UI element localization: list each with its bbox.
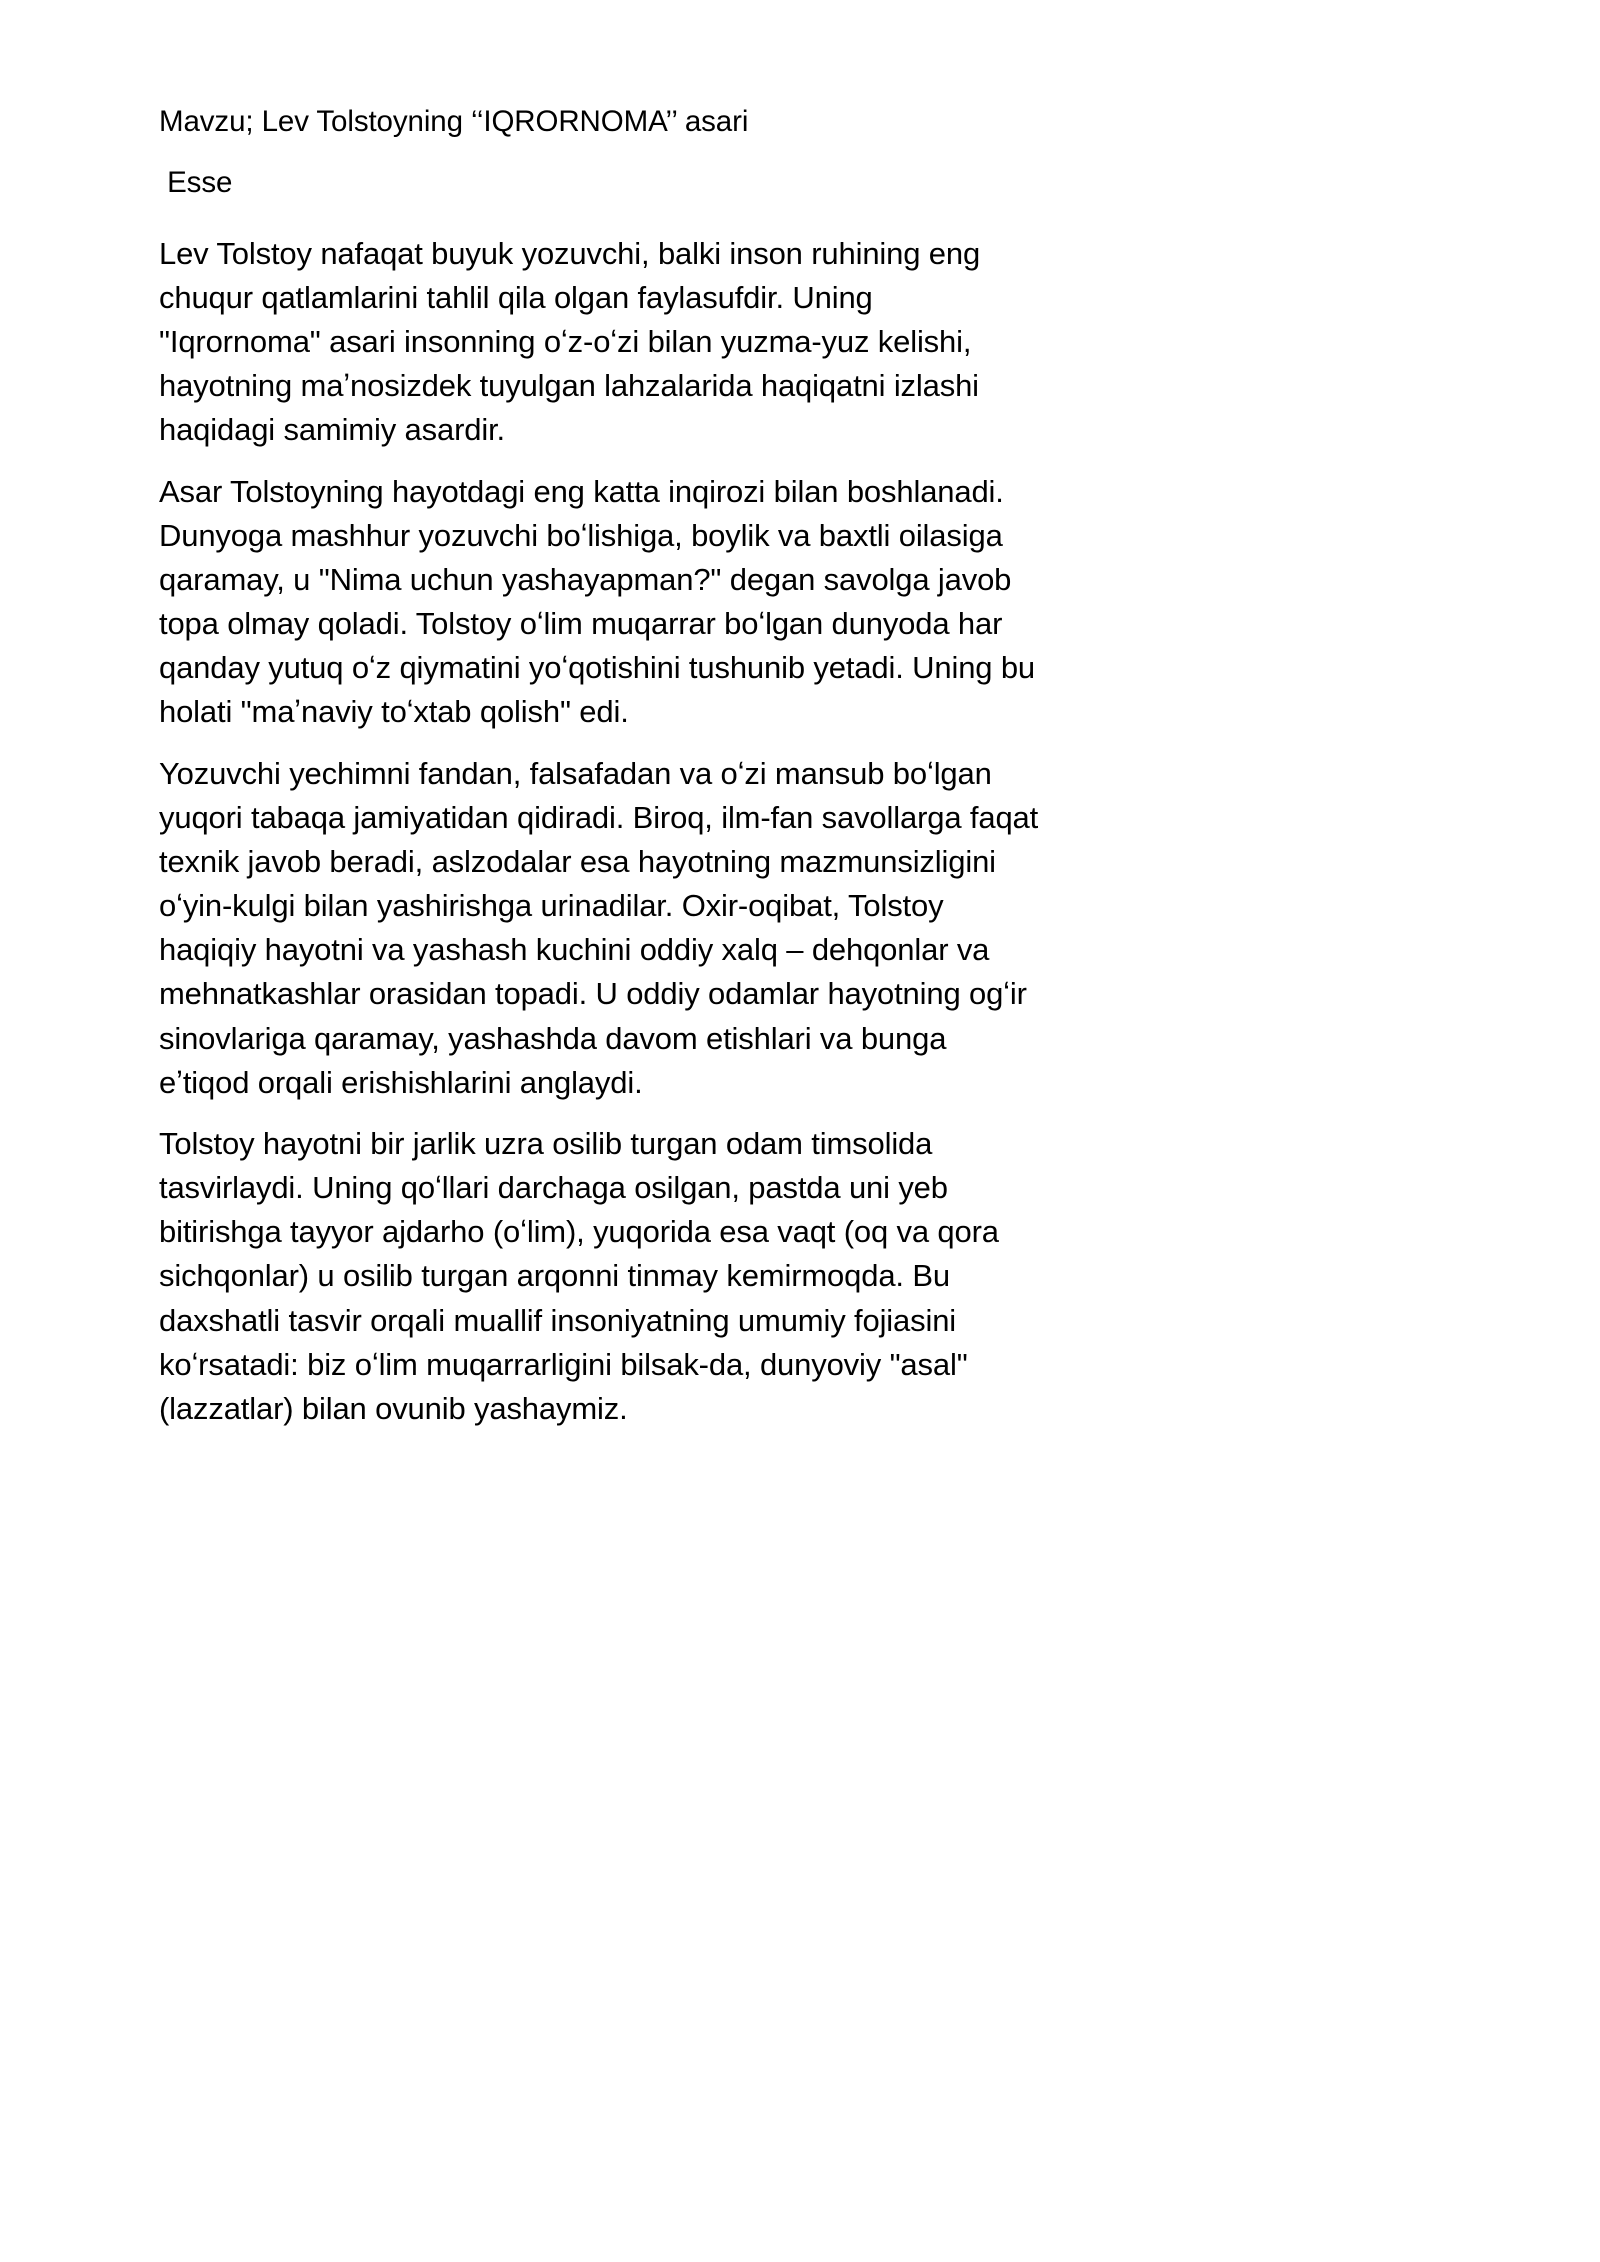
paragraph: Yozuvchi yechimni fandan, falsafadan va oʻzi mansub boʻlgan yuqori tabaqa jamiyatidan qidiradi. Biroq, ilm-fan savollarga faqat texnik javob beradi, aslzodalar esa hayotning mazmunsizligini oʻyin-kulgi bilan yashirishga urinadilar. Oxir-oqibat, Tolstoy haqiqiy hayotni va yashash kuchini oddiy xalq – dehqonlar va mehnatkashlar orasidan topadi. U oddiy odamlar hayotning ogʻir sinovlariga qaramay, yashashda davom etishlari va bunga eʼtiqod orqali erishishlarini anglaydi. bbox=[159, 755, 1039, 1100]
paragraph: Tolstoy hayotni bir jarlik uzra osilib turgan odam timsolida tasvirlaydi. Uning qoʻllari darchaga osilgan, pastda uni yeb bitirishga tayyor ajdarho (oʻlim), yuqorida esa vaqt (oq va qora sichqonlar) u osilib turgan arqonni tinmay kemirmoqda. Bu daxshatli tasvir orqali muallif insoniyatning umumiy fojiasini koʻrsatadi: biz oʻlim muqarrarligini bilsak-da, dunyoviy "asal" (lazzatlar) bilan ovunib yashaymiz. bbox=[159, 1125, 999, 1426]
paragraph: Asar Tolstoyning hayotdagi eng katta inqirozi bilan boshlanadi. Dunyoga mashhur yozuvchi boʻlishiga, boylik va baxtli oilasiga qaramay, u "Nima uchun yashayapman?" degan savolga javob topa olmay qoladi. Tolstoy oʻlim muqarrar boʻlgan dunyoda har qanday yutuq oʻz qiymatini yoʻqotishini tushunib yetadi. Uning bu holati "maʼnaviy toʻxtab qolish" edi. bbox=[159, 473, 1036, 730]
paragraph-list bbox=[159, 232, 1039, 1431]
document-text-body bbox=[159, 100, 1039, 1431]
document-subtitle: Esse bbox=[159, 165, 233, 199]
document-title: Mavzu; Lev Tolstoyning ‘‘IQRORNOMA’’ asari bbox=[159, 105, 749, 138]
paragraph: Lev Tolstoy nafaqat buyuk yozuvchi, balki inson ruhining eng chuqur qatlamlarini tahlil qila olgan faylasufdir. Uning "Iqrornoma" asari insonning oʻz-oʻzi bilan yuzma-yuz kelishi, hayotning maʼnosizdek tuyulgan lahzalarida haqiqatni izlashi haqidagi samimiy asardir. bbox=[159, 235, 981, 448]
